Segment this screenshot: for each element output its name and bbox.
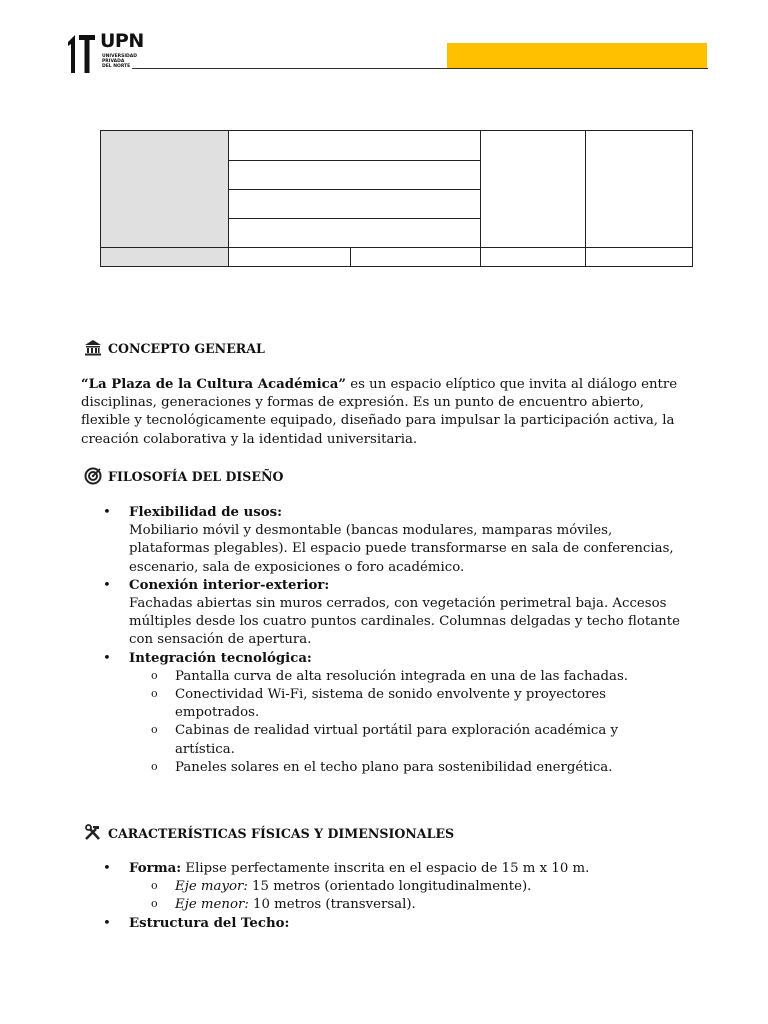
sub-list-item: o Pantalla curva de alta resolución integrada en una de las fachadas. bbox=[129, 668, 681, 686]
list-item-label: Forma: bbox=[129, 861, 182, 876]
table-cell bbox=[481, 248, 586, 267]
section-heading-text: CARACTERÍSTICAS FÍSICAS Y DIMENSIONALES bbox=[108, 825, 455, 841]
concepto-paragraph bbox=[81, 376, 681, 449]
list-item-text: Fachadas abiertas sin muros cerrados, con vegetación perimetral baja. Accesos múltiples desde los cuatro puntos cardinales. Columnas delgadas y techo flotante con sensación de apertura. bbox=[129, 596, 680, 648]
logo-subtext: UNIVERSIDAD PRIVADA DEL NORTE bbox=[102, 54, 137, 69]
list-item-label: Integración tecnológica: bbox=[129, 650, 312, 666]
list-item bbox=[81, 504, 681, 577]
table-cell bbox=[228, 248, 350, 267]
section-heading-concepto bbox=[84, 339, 265, 357]
sub-list-item: o Eje mayor: 15 metros (orientado longitudinalmente). bbox=[129, 878, 681, 896]
section-heading-text: CONCEPTO GENERAL bbox=[108, 340, 265, 356]
table-cell bbox=[586, 131, 693, 248]
list-item bbox=[81, 860, 681, 915]
table-cell bbox=[228, 190, 481, 219]
table-cell bbox=[586, 248, 693, 267]
list-item bbox=[81, 577, 681, 650]
table-cell bbox=[228, 219, 481, 248]
list-item-label: Flexibilidad de usos: bbox=[129, 505, 283, 520]
table-cell bbox=[228, 131, 481, 161]
list-item-label: Conexión interior-exterior: bbox=[129, 577, 330, 593]
section-heading-caracteristicas bbox=[84, 824, 454, 842]
sub-list-item: o Eje menor: 10 metros (transversal). bbox=[129, 896, 681, 914]
list-item-label: Estructura del Techo: bbox=[129, 915, 290, 931]
logo-text: UPN bbox=[100, 30, 144, 52]
sub-list bbox=[129, 878, 681, 914]
classical-building-icon bbox=[84, 339, 102, 357]
section-heading-filosofia bbox=[84, 467, 283, 485]
header-divider bbox=[132, 68, 708, 69]
list-item bbox=[81, 915, 681, 933]
table-cell bbox=[481, 131, 586, 248]
hammer-wrench-icon bbox=[84, 824, 102, 842]
list-item-text: Elipse perfectamente inscrita en el espacio de 15 m x 10 m. bbox=[181, 861, 590, 876]
table-cell-gray bbox=[101, 131, 229, 248]
filosofia-list bbox=[81, 504, 681, 777]
upn-logo bbox=[66, 30, 144, 78]
section-heading-text: FILOSOFÍA DEL DISEÑO bbox=[108, 468, 284, 484]
list-item-text: Mobiliario móvil y desmontable (bancas modulares, mamparas móviles, plataformas plegables). El espacio puede transformarse en sala de conferencias, escenario, sala de exposiciones o foro académico. bbox=[129, 523, 674, 575]
table-cell bbox=[228, 161, 481, 190]
sub-list-item: o Conectividad Wi-Fi, sistema de sonido envolvente y proyectores empotrados. bbox=[129, 686, 681, 722]
table-cell-gray bbox=[101, 248, 229, 267]
caracteristicas-list bbox=[81, 860, 681, 933]
target-icon bbox=[84, 467, 102, 485]
header-info-table bbox=[100, 130, 693, 267]
table-cell bbox=[350, 248, 481, 267]
header-accent-bar bbox=[447, 43, 707, 69]
sub-list bbox=[129, 668, 681, 777]
sub-list-item: o Cabinas de realidad virtual portátil para exploración académica y artística. bbox=[129, 722, 681, 758]
upn-logo-icon bbox=[66, 34, 98, 74]
sub-list-item: o Paneles solares en el techo plano para sostenibilidad energética. bbox=[129, 759, 681, 777]
list-item bbox=[81, 650, 681, 777]
concepto-title: “La Plaza de la Cultura Académica” bbox=[81, 377, 347, 392]
concepto-text: es un espacio elíptico que invita al diálogo entre disciplinas, generaciones y formas de expresión. Es un punto de encuentro abierto, flexible y tecnológicamente equipado, diseñado para impulsar la participación activa, la creación colaborativa y la identidad universitaria. bbox=[81, 377, 678, 447]
